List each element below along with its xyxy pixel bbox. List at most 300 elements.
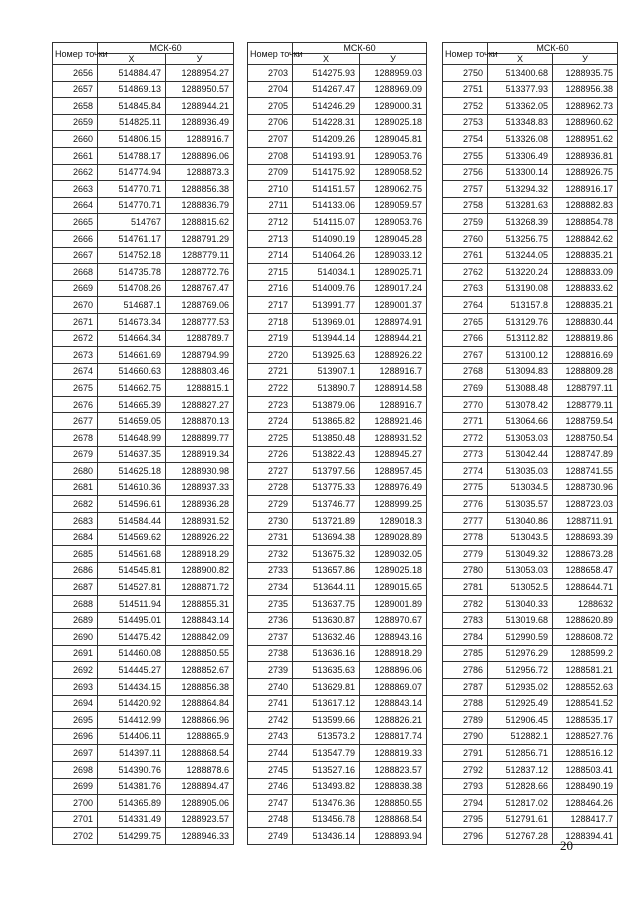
x-cell: 513632.46 <box>293 629 360 646</box>
x-cell: 514381.76 <box>98 778 166 795</box>
point-number-cell: 2752 <box>443 98 488 115</box>
table-body <box>443 65 618 845</box>
y-cell: 1288950.57 <box>166 81 234 98</box>
point-number-cell: 2772 <box>443 430 488 447</box>
point-number-cell: 2728 <box>248 479 293 496</box>
point-number-cell: 2692 <box>53 662 98 679</box>
y-cell: 1288868.54 <box>360 811 427 828</box>
table-row <box>443 778 618 795</box>
x-cell: 512935.02 <box>488 678 553 695</box>
x-cell: 513636.16 <box>293 645 360 662</box>
y-cell: 1288868.54 <box>166 745 234 762</box>
x-cell: 514752.18 <box>98 247 166 264</box>
table-row <box>53 330 234 347</box>
point-number-cell: 2682 <box>53 496 98 513</box>
table-row <box>443 662 618 679</box>
point-number-cell: 2733 <box>248 562 293 579</box>
point-number-cell: 2767 <box>443 347 488 364</box>
point-number-cell: 2784 <box>443 629 488 646</box>
table-row <box>443 413 618 430</box>
y-cell: 1288809.28 <box>553 363 618 380</box>
table-row <box>53 164 234 181</box>
x-cell: 514596.61 <box>98 496 166 513</box>
x-cell: 514774.94 <box>98 164 166 181</box>
x-cell: 513040.86 <box>488 513 553 530</box>
y-cell: 1288944.21 <box>166 98 234 115</box>
x-cell: 512791.61 <box>488 811 553 828</box>
point-number-cell: 2761 <box>443 247 488 264</box>
point-number-cell: 2731 <box>248 529 293 546</box>
table-row <box>248 761 427 778</box>
point-number-cell: 2666 <box>53 230 98 247</box>
point-number-cell: 2770 <box>443 396 488 413</box>
x-cell: 514390.76 <box>98 761 166 778</box>
table-row <box>248 795 427 812</box>
point-number-cell: 2775 <box>443 479 488 496</box>
x-cell: 514460.08 <box>98 645 166 662</box>
x-cell: 513617.12 <box>293 695 360 712</box>
point-number-cell: 2777 <box>443 513 488 530</box>
point-number-cell: 2676 <box>53 396 98 413</box>
x-cell: 514884.47 <box>98 65 166 82</box>
x-cell: 514495.01 <box>98 612 166 629</box>
coordinates-table-1 <box>52 42 234 845</box>
y-cell: 1288954.27 <box>166 65 234 82</box>
y-cell: 1288936.28 <box>166 496 234 513</box>
x-cell: 512990.59 <box>488 629 553 646</box>
x-cell: 513879.06 <box>293 396 360 413</box>
x-cell: 514365.89 <box>98 795 166 812</box>
point-number-cell: 2768 <box>443 363 488 380</box>
table-row <box>248 562 427 579</box>
x-cell: 513112.82 <box>488 330 553 347</box>
x-cell: 513362.05 <box>488 98 553 115</box>
y-cell: 1288730.96 <box>553 479 618 496</box>
table-row <box>53 430 234 447</box>
table-row <box>443 214 618 231</box>
y-cell: 1288644.71 <box>553 579 618 596</box>
table-row <box>53 214 234 231</box>
point-number-cell: 2744 <box>248 745 293 762</box>
point-number-cell: 2732 <box>248 546 293 563</box>
y-cell: 1288673.28 <box>553 546 618 563</box>
x-cell: 514412.99 <box>98 712 166 729</box>
x-cell: 514845.84 <box>98 98 166 115</box>
point-number-cell: 2668 <box>53 264 98 281</box>
y-cell: 1288817.74 <box>360 728 427 745</box>
table-row <box>248 678 427 695</box>
table-row <box>248 131 427 148</box>
table-row <box>53 496 234 513</box>
y-cell: 1288850.55 <box>166 645 234 662</box>
y-header: У <box>553 54 618 65</box>
x-cell: 514545.81 <box>98 562 166 579</box>
y-cell: 1288527.76 <box>553 728 618 745</box>
y-cell: 1288850.55 <box>360 795 427 812</box>
table-row <box>443 98 618 115</box>
x-cell: 514708.26 <box>98 280 166 297</box>
y-cell: 1288918.29 <box>166 546 234 563</box>
point-number-cell: 2707 <box>248 131 293 148</box>
y-cell: 1289033.12 <box>360 247 427 264</box>
x-cell: 514659.05 <box>98 413 166 430</box>
y-cell: 1288976.49 <box>360 479 427 496</box>
table-row <box>443 463 618 480</box>
point-number-cell: 2699 <box>53 778 98 795</box>
y-cell: 1288916.17 <box>553 181 618 198</box>
y-cell: 1288815.1 <box>166 380 234 397</box>
x-cell: 514665.39 <box>98 396 166 413</box>
x-cell: 513635.63 <box>293 662 360 679</box>
table-row <box>443 380 618 397</box>
y-cell: 1289025.71 <box>360 264 427 281</box>
x-cell: 513053.03 <box>488 562 553 579</box>
y-cell: 1288873.3 <box>166 164 234 181</box>
x-cell: 513694.38 <box>293 529 360 546</box>
point-number-cell: 2662 <box>53 164 98 181</box>
y-cell: 1288864.84 <box>166 695 234 712</box>
x-cell: 513925.63 <box>293 347 360 364</box>
x-cell: 512828.66 <box>488 778 553 795</box>
point-number-cell: 2774 <box>443 463 488 480</box>
table-row <box>53 81 234 98</box>
table-row <box>248 811 427 828</box>
table-row <box>443 761 618 778</box>
x-cell: 513019.68 <box>488 612 553 629</box>
coordinates-table-2 <box>247 42 427 845</box>
point-number-cell: 2701 <box>53 811 98 828</box>
x-cell: 513326.08 <box>488 131 553 148</box>
x-cell: 513281.63 <box>488 197 553 214</box>
y-cell: 1288896.06 <box>166 147 234 164</box>
y-cell: 1288843.14 <box>360 695 427 712</box>
table-row <box>443 347 618 364</box>
point-number-cell: 2786 <box>443 662 488 679</box>
x-cell: 513040.33 <box>488 596 553 613</box>
x-cell: 513476.36 <box>293 795 360 812</box>
y-cell: 1288856.38 <box>166 181 234 198</box>
table-row <box>443 612 618 629</box>
y-cell: 1288791.29 <box>166 230 234 247</box>
x-cell: 514687.1 <box>98 297 166 314</box>
table-row <box>248 347 427 364</box>
point-number-cell: 2658 <box>53 98 98 115</box>
point-number-cell: 2735 <box>248 596 293 613</box>
y-cell: 1288836.79 <box>166 197 234 214</box>
x-cell: 513629.81 <box>293 678 360 695</box>
table-row <box>53 761 234 778</box>
point-number-cell: 2762 <box>443 264 488 281</box>
table-row <box>248 728 427 745</box>
y-cell: 1288926.22 <box>360 347 427 364</box>
point-number-cell: 2688 <box>53 596 98 613</box>
x-cell: 513547.79 <box>293 745 360 762</box>
point-number-cell: 2669 <box>53 280 98 297</box>
point-number-cell: 2671 <box>53 313 98 330</box>
x-cell: 514637.35 <box>98 446 166 463</box>
y-cell: 1288970.67 <box>360 612 427 629</box>
y-cell: 1288490.19 <box>553 778 618 795</box>
point-number-cell: 2748 <box>248 811 293 828</box>
y-cell: 1288865.9 <box>166 728 234 745</box>
table-row <box>53 463 234 480</box>
table-row <box>248 214 427 231</box>
table-row <box>248 380 427 397</box>
point-number-cell: 2678 <box>53 430 98 447</box>
x-cell: 514662.75 <box>98 380 166 397</box>
point-number-cell: 2724 <box>248 413 293 430</box>
y-cell: 1288632 <box>553 596 618 613</box>
y-cell: 1289015.65 <box>360 579 427 596</box>
point-number-cell: 2778 <box>443 529 488 546</box>
y-cell: 1289028.89 <box>360 529 427 546</box>
y-header: У <box>166 54 234 65</box>
y-cell: 1288974.91 <box>360 313 427 330</box>
y-cell: 1288464.26 <box>553 795 618 812</box>
point-number-cell: 2789 <box>443 712 488 729</box>
y-cell: 1288855.31 <box>166 596 234 613</box>
point-number-cell: 2785 <box>443 645 488 662</box>
table-row <box>53 98 234 115</box>
x-cell: 513052.5 <box>488 579 553 596</box>
point-number-cell: 2753 <box>443 114 488 131</box>
x-cell: 513157.8 <box>488 297 553 314</box>
y-cell: 1288951.62 <box>553 131 618 148</box>
table-row <box>248 181 427 198</box>
point-number-cell: 2736 <box>248 612 293 629</box>
table-row <box>53 479 234 496</box>
system-header: МСК-60 <box>488 43 618 54</box>
table-row <box>248 778 427 795</box>
point-number-cell: 2755 <box>443 147 488 164</box>
y-cell: 1288830.44 <box>553 313 618 330</box>
y-cell: 1289000.31 <box>360 98 427 115</box>
point-number-cell: 2703 <box>248 65 293 82</box>
table-row <box>248 65 427 82</box>
table-row <box>248 247 427 264</box>
y-cell: 1289032.05 <box>360 546 427 563</box>
table-row <box>443 247 618 264</box>
x-cell: 514246.29 <box>293 98 360 115</box>
x-cell: 513348.83 <box>488 114 553 131</box>
y-cell: 1288581.21 <box>553 662 618 679</box>
table-row <box>248 513 427 530</box>
x-cell: 512882.1 <box>488 728 553 745</box>
table-row <box>248 147 427 164</box>
point-number-cell: 2686 <box>53 562 98 579</box>
point-number-cell: 2739 <box>248 662 293 679</box>
table-row <box>443 81 618 98</box>
x-cell: 513268.39 <box>488 214 553 231</box>
table-row <box>53 629 234 646</box>
x-cell: 513637.75 <box>293 596 360 613</box>
x-cell: 512976.29 <box>488 645 553 662</box>
x-cell: 513244.05 <box>488 247 553 264</box>
x-cell: 513721.89 <box>293 513 360 530</box>
table-row <box>53 795 234 812</box>
table-row <box>248 297 427 314</box>
y-cell: 1289059.57 <box>360 197 427 214</box>
point-number-cell: 2685 <box>53 546 98 563</box>
y-cell: 1288767.47 <box>166 280 234 297</box>
point-number-cell: 2661 <box>53 147 98 164</box>
point-number-cell: 2674 <box>53 363 98 380</box>
table-row <box>248 629 427 646</box>
x-cell: 514511.94 <box>98 596 166 613</box>
table-row <box>443 496 618 513</box>
y-cell: 1288856.38 <box>166 678 234 695</box>
x-cell: 513306.49 <box>488 147 553 164</box>
x-cell: 513053.03 <box>488 430 553 447</box>
table-row <box>248 596 427 613</box>
point-number-cell: 2680 <box>53 463 98 480</box>
table-row <box>443 197 618 214</box>
y-cell: 1288541.52 <box>553 695 618 712</box>
y-cell: 1288936.81 <box>553 147 618 164</box>
point-number-cell: 2664 <box>53 197 98 214</box>
x-cell: 513049.32 <box>488 546 553 563</box>
y-cell: 1289025.18 <box>360 114 427 131</box>
point-number-cell: 2696 <box>53 728 98 745</box>
point-number-cell: 2788 <box>443 695 488 712</box>
point-number-cell: 2718 <box>248 313 293 330</box>
x-cell: 514193.91 <box>293 147 360 164</box>
point-number-cell: 2694 <box>53 695 98 712</box>
table-row <box>248 479 427 496</box>
table-row <box>443 546 618 563</box>
y-cell: 1288871.72 <box>166 579 234 596</box>
table-row <box>248 496 427 513</box>
point-number-header <box>53 43 108 65</box>
y-cell: 1288926.22 <box>166 529 234 546</box>
point-number-cell: 2721 <box>248 363 293 380</box>
y-cell: 1288854.78 <box>553 214 618 231</box>
x-cell: 513088.48 <box>488 380 553 397</box>
x-cell: 514527.81 <box>98 579 166 596</box>
x-cell: 513129.76 <box>488 313 553 330</box>
y-cell: 1289017.24 <box>360 280 427 297</box>
table-row <box>53 645 234 662</box>
y-cell: 1288693.39 <box>553 529 618 546</box>
table-row <box>53 579 234 596</box>
y-cell: 1288962.73 <box>553 98 618 115</box>
y-cell: 1288919.34 <box>166 446 234 463</box>
point-number-cell: 2787 <box>443 678 488 695</box>
y-cell: 1289058.52 <box>360 164 427 181</box>
y-cell: 1288944.21 <box>360 330 427 347</box>
point-number-cell: 2738 <box>248 645 293 662</box>
point-number-cell: 2758 <box>443 197 488 214</box>
x-cell: 513599.66 <box>293 712 360 729</box>
table-row <box>443 363 618 380</box>
table-row <box>443 562 618 579</box>
x-cell: 513991.77 <box>293 297 360 314</box>
table-row <box>53 264 234 281</box>
x-cell: 514869.13 <box>98 81 166 98</box>
point-number-cell: 2698 <box>53 761 98 778</box>
point-number-cell: 2740 <box>248 678 293 695</box>
y-cell: 1288769.06 <box>166 297 234 314</box>
point-number-cell: 2672 <box>53 330 98 347</box>
point-number-cell: 2723 <box>248 396 293 413</box>
table-row <box>53 147 234 164</box>
table-row <box>248 463 427 480</box>
point-number-cell: 2720 <box>248 347 293 364</box>
x-cell: 513042.44 <box>488 446 553 463</box>
x-cell: 513100.12 <box>488 347 553 364</box>
x-cell: 514770.71 <box>98 197 166 214</box>
point-number-cell: 2719 <box>248 330 293 347</box>
table-row <box>443 579 618 596</box>
y-cell: 1289001.89 <box>360 596 427 613</box>
table-row <box>443 811 618 828</box>
y-cell: 1288894.47 <box>166 778 234 795</box>
x-cell: 513035.03 <box>488 463 553 480</box>
point-number-cell: 2722 <box>248 380 293 397</box>
point-number-cell: 2759 <box>443 214 488 231</box>
point-number-cell: 2791 <box>443 745 488 762</box>
point-number-cell: 2742 <box>248 712 293 729</box>
table-row <box>53 280 234 297</box>
x-cell: 513969.01 <box>293 313 360 330</box>
x-cell: 512856.71 <box>488 745 553 762</box>
x-cell: 514610.36 <box>98 479 166 496</box>
table-row <box>248 712 427 729</box>
y-cell: 1288741.55 <box>553 463 618 480</box>
point-number-cell: 2667 <box>53 247 98 264</box>
table-row <box>53 728 234 745</box>
point-number-cell: 2746 <box>248 778 293 795</box>
y-cell: 1288843.14 <box>166 612 234 629</box>
point-number-cell: 2714 <box>248 247 293 264</box>
point-number-cell: 2702 <box>53 828 98 845</box>
point-number-cell: 2751 <box>443 81 488 98</box>
table-row <box>443 828 618 845</box>
x-cell: 513573.2 <box>293 728 360 745</box>
x-cell: 513797.56 <box>293 463 360 480</box>
y-cell: 1288794.99 <box>166 347 234 364</box>
y-cell: 1288916.7 <box>166 131 234 148</box>
table-row <box>53 612 234 629</box>
table-row <box>248 363 427 380</box>
x-cell: 513436.14 <box>293 828 360 845</box>
y-cell: 1289062.75 <box>360 181 427 198</box>
table-row <box>248 828 427 845</box>
y-cell: 1288797.11 <box>553 380 618 397</box>
table-row <box>443 513 618 530</box>
x-cell: 514406.11 <box>98 728 166 745</box>
table-row <box>443 330 618 347</box>
y-cell: 1288608.72 <box>553 629 618 646</box>
y-cell: 1288838.38 <box>360 778 427 795</box>
y-cell: 1288823.57 <box>360 761 427 778</box>
x-cell: 514009.76 <box>293 280 360 297</box>
point-number-cell: 2793 <box>443 778 488 795</box>
point-number-cell: 2781 <box>443 579 488 596</box>
x-cell: 513078.42 <box>488 396 553 413</box>
table-row <box>53 446 234 463</box>
system-header: МСК-60 <box>98 43 234 54</box>
point-number-cell: 2679 <box>53 446 98 463</box>
y-cell: 1288503.41 <box>553 761 618 778</box>
y-cell: 1288827.27 <box>166 396 234 413</box>
x-cell: 512925.49 <box>488 695 553 712</box>
point-number-header-label: Номер точки <box>250 48 303 59</box>
table-row <box>53 197 234 214</box>
x-cell: 513456.78 <box>293 811 360 828</box>
table-row <box>53 181 234 198</box>
y-cell: 1288956.38 <box>553 81 618 98</box>
